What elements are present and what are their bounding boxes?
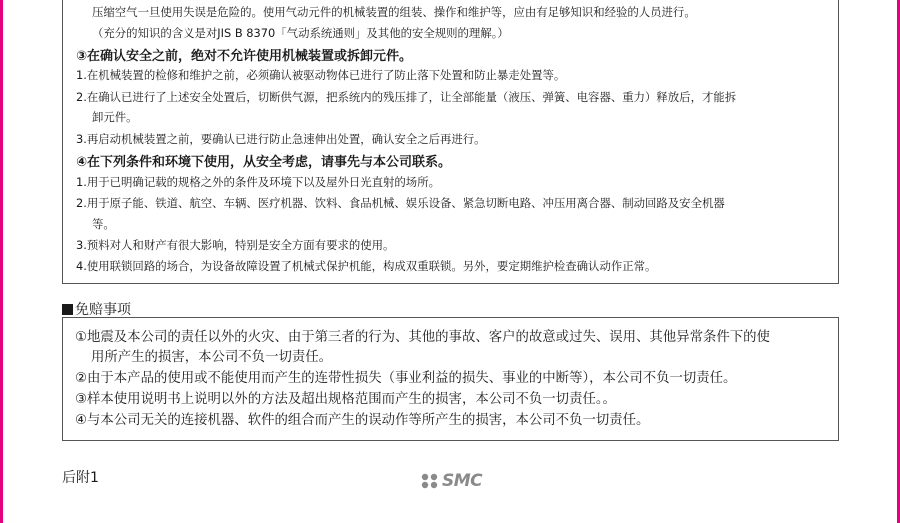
safety-text-line: 3.再启动机械装置之前，要确认已进行防止急速伸出处置，确认安全之后再进行。 bbox=[76, 132, 486, 146]
safety-text-line: 3.预料对人和财产有很大影响，特别是安全方面有要求的使用。 bbox=[76, 238, 395, 252]
disclaimer-title bbox=[62, 299, 131, 319]
disclaimer-line: ③样本使用说明书上说明以外的方法及超出规格范围而产生的损害，本公司不负一切责任。。 bbox=[75, 392, 616, 407]
safety-text-line: 压缩空气一旦使用失误是危险的。使用气动元件的机械装置的组装、操作和维护等，应由有足够知识和经验的人员进行。 bbox=[92, 5, 696, 19]
safety-instructions-box bbox=[62, 0, 839, 284]
safety-text-line: 1.在机械装置的检修和维护之前，必须确认被驱动物体已进行了防止落下处置和防止暴走处置等。 bbox=[76, 68, 566, 82]
disclaimer-line: ④与本公司无关的连接机器、软件的组合而产生的误动作等所产生的损害，本公司不负一切责任。 bbox=[75, 413, 650, 428]
disclaimer-box bbox=[62, 317, 839, 441]
page-number-label: 后附1 bbox=[62, 470, 99, 486]
disclaimer-line: ①地震及本公司的责任以外的火灾、由于第三者的行为、其他的事故、客户的故意或过失、误用、其他异常条件下的使 bbox=[75, 330, 770, 345]
left-edge-bar bbox=[0, 0, 3, 523]
smc-logo-text: SMC bbox=[442, 471, 483, 491]
disclaimer-line: ②由于本产品的使用或不能使用而产生的连带性损失（事业利益的损失、事业的中断等），本公司不负一切责任。 bbox=[75, 371, 737, 386]
safety-heading: ④在下列条件和环境下使用，从安全考虑，请事先与本公司联系。 bbox=[76, 155, 452, 170]
black-square-icon bbox=[62, 304, 73, 315]
disclaimer-line: 用所产生的损害，本公司不负一切责任。 bbox=[91, 350, 333, 365]
safety-text-line: （充分的知识的含义是对JIS B 8370「气动系统通则」及其他的安全规则的理解。） bbox=[92, 26, 509, 40]
safety-text-line: 1.用于已明确记载的规格之外的条件及环境下以及屋外日光直射的场所。 bbox=[76, 175, 440, 189]
safety-text-line: 2.在确认已进行了上述安全处置后，切断供气源，把系统内的残压排了，让全部能量（液压、弹簧、电容器、重力）释放后，才能拆 bbox=[76, 90, 737, 104]
safety-text-line: 卸元件。 bbox=[92, 110, 138, 124]
smc-logo bbox=[419, 470, 482, 492]
safety-text-line: 4.使用联锁回路的场合，为设备故障设置了机械式保护机能，构成双重联锁。另外，要定期维护检查确认动作正常。 bbox=[76, 259, 657, 273]
safety-heading: ③在确认安全之前，绝对不允许使用机械装置或拆卸元件。 bbox=[76, 49, 413, 64]
safety-text-line: 2.用于原子能、铁道、航空、车辆、医疗机器、饮料、食品机械、娱乐设备、紧急切断电路、冲压用离合器、制动回路及安全机器 bbox=[76, 196, 725, 210]
disclaimer-title-text: 免赔事项 bbox=[75, 302, 131, 318]
smc-logo-icon bbox=[419, 471, 441, 491]
safety-text-line: 等。 bbox=[92, 217, 115, 231]
